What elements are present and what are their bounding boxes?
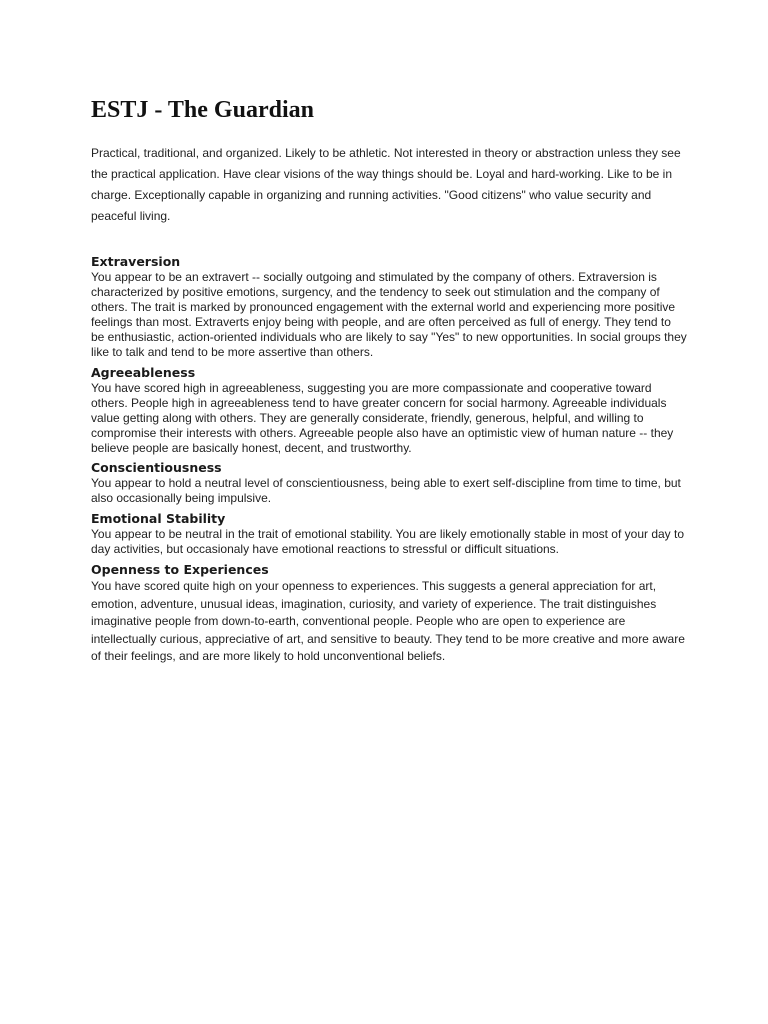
section-text-emotional-stability: You appear to be neutral in the trait of emotional stability. You are likely emotionally stable in most of your day to day activities, but occasionaly have emotional reactions to stressful or difficult situations. — [91, 527, 685, 556]
intro-paragraph: Practical, traditional, and organized. Likely to be athletic. Not interested in theory or abstraction unless they see the practical application. Have clear visions of the way things should be. Loyal and hard-working. Like to be in charge. Exceptionally capable in organizing and running activities. "Good citizens" who value security and peaceful living. — [91, 146, 681, 223]
section-conscientiousness — [91, 460, 687, 506]
section-text-extraversion: You appear to be an extravert -- socially outgoing and stimulated by the company of others. Extraversion is characterized by positive emotions, surgency, and the tendency to seek out stimulation and the company of others. The trait is marked by pronounced engagement with the external world and experiencing more positive feelings than most. Extraverts enjoy being with people, and are often perceived as full of energy. They tend to be enthusiastic, action-oriented individuals who are likely to say "Yes" to new opportunities. In social groups they like to talk and tend to be more assertive than others. — [91, 270, 687, 359]
section-heading-emotional-stability: Emotional Stability — [91, 511, 226, 526]
section-heading-extraversion: Extraversion — [91, 254, 181, 269]
section-openness — [91, 562, 687, 666]
section-text-openness: You have scored quite high on your openness to experiences. This suggests a general appreciation for art, emotion, adventure, unusual ideas, imagination, curiosity, and variety of experience. The trait distinguishes imaginative people from down-to-earth, conventional people. People who are open to experience are intellectually curious, appreciative of art, and sensitive to beauty. They tend to be more creative and more aware of their feelings, and are more likely to hold unconventional beliefs. — [91, 579, 685, 663]
section-emotional-stability — [91, 511, 687, 557]
section-text-conscientiousness: You appear to hold a neutral level of conscientiousness, being able to exert self-discipline from time to time, but also occasionally being impulsive. — [91, 476, 681, 505]
section-heading-conscientiousness: Conscientiousness — [91, 460, 222, 475]
section-heading-openness: Openness to Experiences — [91, 562, 269, 577]
section-agreeableness — [91, 365, 687, 456]
section-text-agreeableness: You have scored high in agreeableness, suggesting you are more compassionate and cooperative toward others. People high in agreeableness tend to have greater concern for social harmony. Agreeable individuals value getting along with others. They are generally considerate, friendly, generous, helpful, and willing to compromise their interests with others. Agreeable people also have an optimistic view of human nature -- they believe people are basically honest, decent, and trustworthy. — [91, 381, 674, 455]
section-extraversion — [91, 254, 687, 360]
page-title: ESTJ - The Guardian — [91, 97, 314, 123]
section-heading-agreeableness: Agreeableness — [91, 365, 196, 380]
